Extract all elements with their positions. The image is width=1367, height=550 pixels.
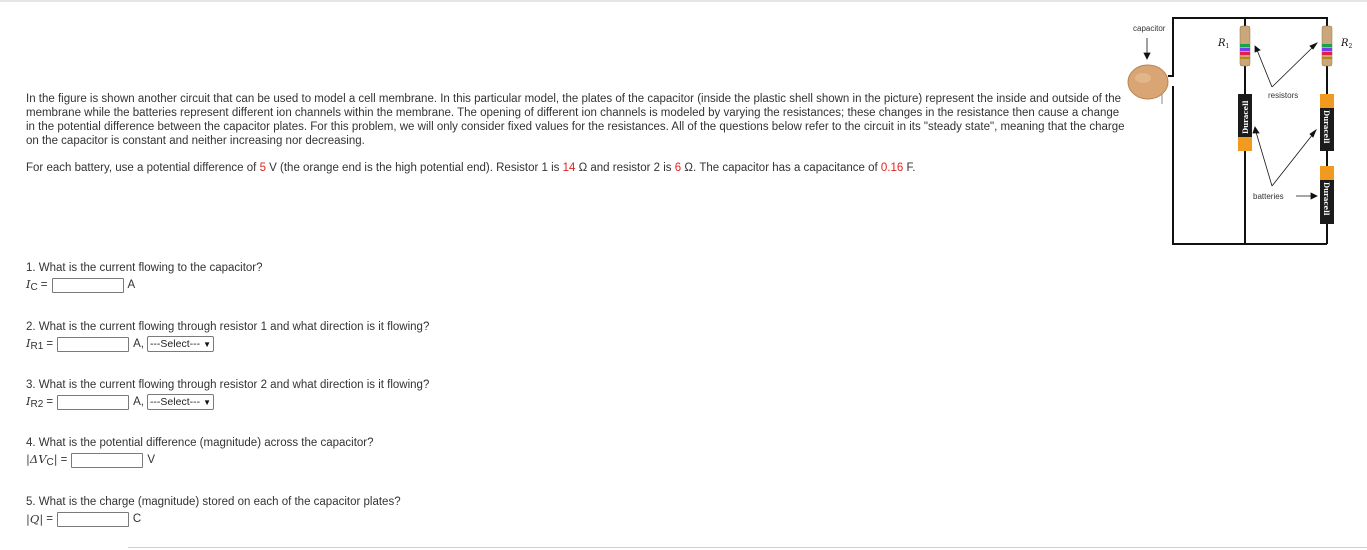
resistor-band xyxy=(1240,44,1250,47)
resistors-pointer-left xyxy=(1257,50,1272,87)
battery-brand-label: Duracell xyxy=(1322,110,1331,144)
question-4 xyxy=(26,436,374,468)
variable-symbol: I xyxy=(26,336,31,350)
arrow-down-icon xyxy=(1144,53,1150,59)
ohm-unit: Ω xyxy=(681,162,693,174)
resistor-r2 xyxy=(1322,26,1332,66)
variable-label xyxy=(26,452,58,468)
r1-direction-select[interactable] xyxy=(147,336,214,352)
answer-row-5 xyxy=(26,511,401,527)
battery-right-lower xyxy=(1320,166,1334,224)
select-value: ---Select--- xyxy=(149,396,201,408)
unit-label: C xyxy=(132,513,142,525)
r2-symbol: R xyxy=(1341,38,1349,49)
ohm-unit: Ω xyxy=(575,162,588,174)
r1-current-input[interactable] xyxy=(57,337,129,352)
battery-orange-end xyxy=(1320,94,1334,108)
capacitor-label: capacitor xyxy=(1133,24,1166,33)
capacitor-highlight xyxy=(1135,73,1151,83)
resistor-r1 xyxy=(1240,26,1250,66)
resistors-pointer-right xyxy=(1272,46,1314,87)
variable-label xyxy=(26,394,43,410)
r1-value: 14 xyxy=(562,162,576,174)
battery-brand-label: Duracell xyxy=(1322,182,1331,216)
arrow-icon xyxy=(1253,127,1259,133)
battery-orange-end xyxy=(1320,166,1334,180)
capacitor-body xyxy=(1128,65,1168,99)
question-1-text: 1. What is the current flowing to the capacitor? xyxy=(26,262,263,274)
answer-row-3 xyxy=(26,394,429,410)
resistor-band xyxy=(1322,48,1332,51)
question-3 xyxy=(26,378,429,410)
variable-subscript: R1 xyxy=(30,341,44,352)
battery-left xyxy=(1238,94,1252,151)
r2-value: 6 xyxy=(674,162,682,174)
chevron-down-icon: ▼ xyxy=(203,397,212,407)
batteries-pointer-left xyxy=(1256,132,1272,186)
param-text: F. xyxy=(903,162,916,174)
variable-symbol: I xyxy=(26,394,31,408)
param-text: For each battery, use a potential difference of xyxy=(26,162,260,174)
variable-symbol: I xyxy=(26,277,31,291)
r1-symbol: R xyxy=(1218,38,1226,49)
battery-orange-end xyxy=(1238,137,1252,151)
equals-sign: = xyxy=(60,454,68,466)
capacitor-charge-input[interactable] xyxy=(57,512,129,527)
resistors-label: resistors xyxy=(1268,91,1299,100)
question-1 xyxy=(26,261,263,293)
unit-label: V xyxy=(147,454,155,466)
variable-subscript: C xyxy=(46,457,54,468)
question-2-text: 2. What is the current flowing through resistor 1 and what direction is it flowing? xyxy=(26,321,430,333)
capacitor-voltage-input[interactable] xyxy=(71,453,143,468)
r1-label xyxy=(1217,38,1229,50)
parameters-paragraph xyxy=(26,161,1126,175)
select-value: ---Select--- xyxy=(149,338,201,350)
equals-sign: = xyxy=(46,338,54,350)
variable-suffix: | xyxy=(53,452,58,466)
battery-brand-label: Duracell xyxy=(1241,100,1250,134)
variable-subscript: R2 xyxy=(30,399,44,410)
answer-row-4 xyxy=(26,452,374,468)
variable-prefix: | xyxy=(26,512,30,526)
arrow-icon xyxy=(1311,193,1317,199)
param-text: V (the orange end is the high potential end). Resistor 1 is xyxy=(265,162,563,174)
capacitance-value: 0.16 xyxy=(880,162,904,174)
resistor-band xyxy=(1240,48,1250,51)
question-5 xyxy=(26,495,401,527)
unit-label: A, xyxy=(133,396,144,408)
resistor-band xyxy=(1322,57,1332,59)
answer-row-2 xyxy=(26,336,429,352)
resistor-band xyxy=(1240,57,1250,59)
question-2 xyxy=(26,320,429,352)
intro-paragraph: In the figure is shown another circuit that can be used to model a cell membrane. In this particular model, the plates of the capacitor (inside the plastic shell shown in the picture) represent the inside and outside of the membrane while the batteries represent different ion channels within the membrane. The opening of different ion channels is modeled by varying the resistances; these changes in the resistance then cause a change in the potential difference between the capacitor plates. For this problem, we will only consider fixed values for the resistances. All of the questions below refer to the circuit in its "steady state", meaning that the charge on the capacitor is constant and neither increasing nor decreasing. xyxy=(26,93,1125,147)
bottom-divider xyxy=(128,547,1367,548)
variable-label xyxy=(26,336,43,352)
resistor-band xyxy=(1322,52,1332,55)
r2-current-input[interactable] xyxy=(57,395,129,410)
param-text: and resistor 2 is xyxy=(587,162,675,174)
circuit-figure xyxy=(1110,6,1360,256)
variable-symbol: V xyxy=(38,452,47,466)
figure-pointers xyxy=(1144,38,1317,199)
question-3-text: 3. What is the current flowing through resistor 2 and what direction is it flowing? xyxy=(26,379,430,391)
r2-subscript: 2 xyxy=(1348,43,1353,50)
variable-label xyxy=(26,512,43,526)
chevron-down-icon: ▼ xyxy=(203,339,212,349)
capacitor-component xyxy=(1128,65,1168,104)
battery-voltage-value: 5 xyxy=(259,162,266,174)
arrow-icon xyxy=(1255,46,1260,52)
variable-symbol: Q xyxy=(29,512,40,526)
variable-label xyxy=(26,277,38,293)
resistor-band xyxy=(1240,52,1250,55)
arrow-icon xyxy=(1310,130,1316,137)
top-border xyxy=(0,0,1367,2)
question-5-text: 5. What is the charge (magnitude) stored on each of the capacitor plates? xyxy=(26,496,401,508)
equals-sign: = xyxy=(40,279,48,291)
equals-sign: = xyxy=(46,513,53,525)
battery-right-upper xyxy=(1320,94,1334,151)
equals-sign: = xyxy=(46,396,54,408)
question-4-text: 4. What is the potential difference (magnitude) across the capacitor? xyxy=(26,437,374,449)
r2-direction-select[interactable] xyxy=(147,394,214,410)
unit-label: A xyxy=(127,279,136,291)
variable-prefix: |Δ xyxy=(26,452,39,466)
batteries-pointer-mid xyxy=(1272,134,1313,186)
unit-label: A, xyxy=(133,338,144,350)
variable-subscript: C xyxy=(30,282,38,293)
arrow-icon xyxy=(1310,43,1317,49)
batteries-label: batteries xyxy=(1253,192,1284,201)
r1-subscript: 1 xyxy=(1225,43,1230,50)
resistor-band xyxy=(1322,44,1332,47)
param-text: . The capacitor has a capacitance of xyxy=(692,162,881,174)
answer-row-1 xyxy=(26,277,263,293)
r2-label xyxy=(1340,38,1353,50)
capacitor-current-input[interactable] xyxy=(52,278,124,293)
variable-suffix: | xyxy=(39,512,44,526)
